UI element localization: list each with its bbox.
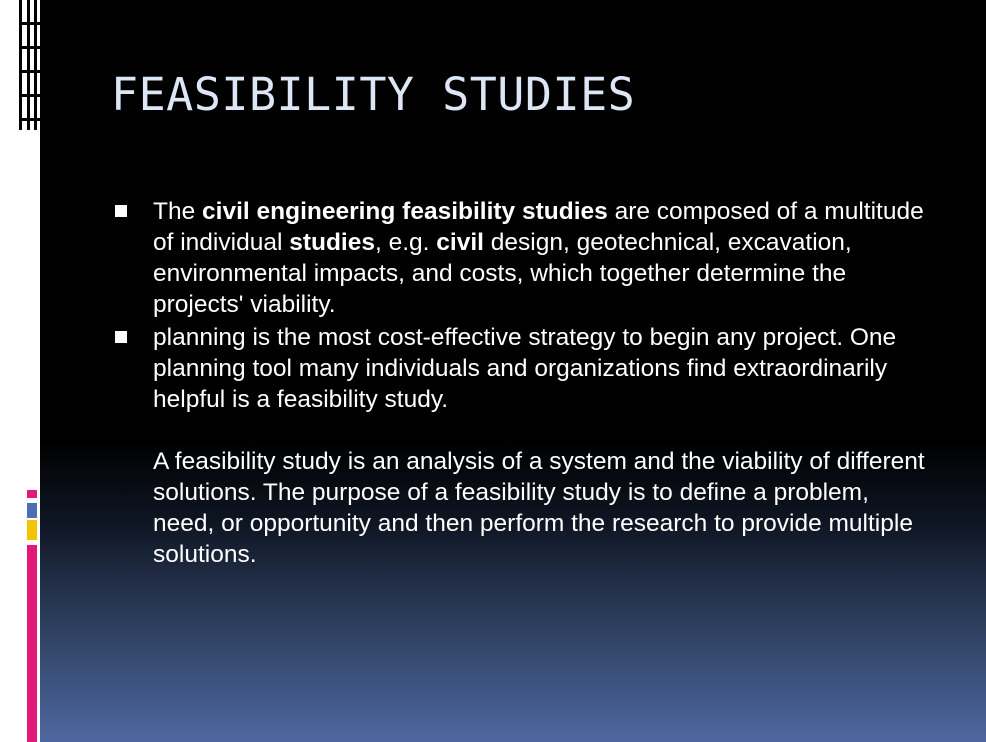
accent-bar-yellow bbox=[27, 520, 37, 540]
bullet-1-bold-1: civil engineering feasibility studies bbox=[202, 198, 608, 225]
bullet-1-text-3: , e.g. bbox=[374, 229, 437, 256]
feasibility-definition-paragraph: A feasibility study is an analysis of a system and the viability of different solutions. The purpose of a feasibility study is to define a problem, need, or opportunity and then perform the research to provide multiple solutions. bbox=[153, 448, 925, 568]
content-panel bbox=[40, 0, 986, 742]
slide-body bbox=[115, 196, 935, 570]
bullet-1-text-2: are composed of a multitude of individual bbox=[153, 198, 924, 256]
bullet-1-text-1: The bbox=[153, 198, 203, 225]
color-accent-bars bbox=[27, 490, 37, 742]
bullet-item-2 bbox=[115, 322, 935, 415]
bullet-1-bold-2: studies bbox=[289, 229, 375, 256]
bullet-1-bold-3: civil bbox=[436, 229, 484, 256]
grid-window-icon bbox=[0, 0, 40, 130]
slide-title: FEASIBILITY STUDIES bbox=[111, 68, 636, 121]
accent-bar-magenta-top bbox=[27, 490, 37, 498]
accent-bar-magenta bbox=[27, 545, 37, 742]
bullet-1-text-4: design, geotechnical, excavation, environmental impacts, and costs, which together determine the projects' viability. bbox=[153, 229, 852, 318]
bullet-item-1 bbox=[115, 196, 935, 320]
square-bullet-icon bbox=[115, 205, 127, 217]
bullet-2-text: planning is the most cost-effective strategy to begin any project. One planning tool many individuals and organizations find extraordinarily helpful is a feasibility study. bbox=[153, 324, 897, 413]
accent-bar-blue bbox=[27, 503, 37, 518]
square-bullet-icon bbox=[115, 331, 127, 343]
